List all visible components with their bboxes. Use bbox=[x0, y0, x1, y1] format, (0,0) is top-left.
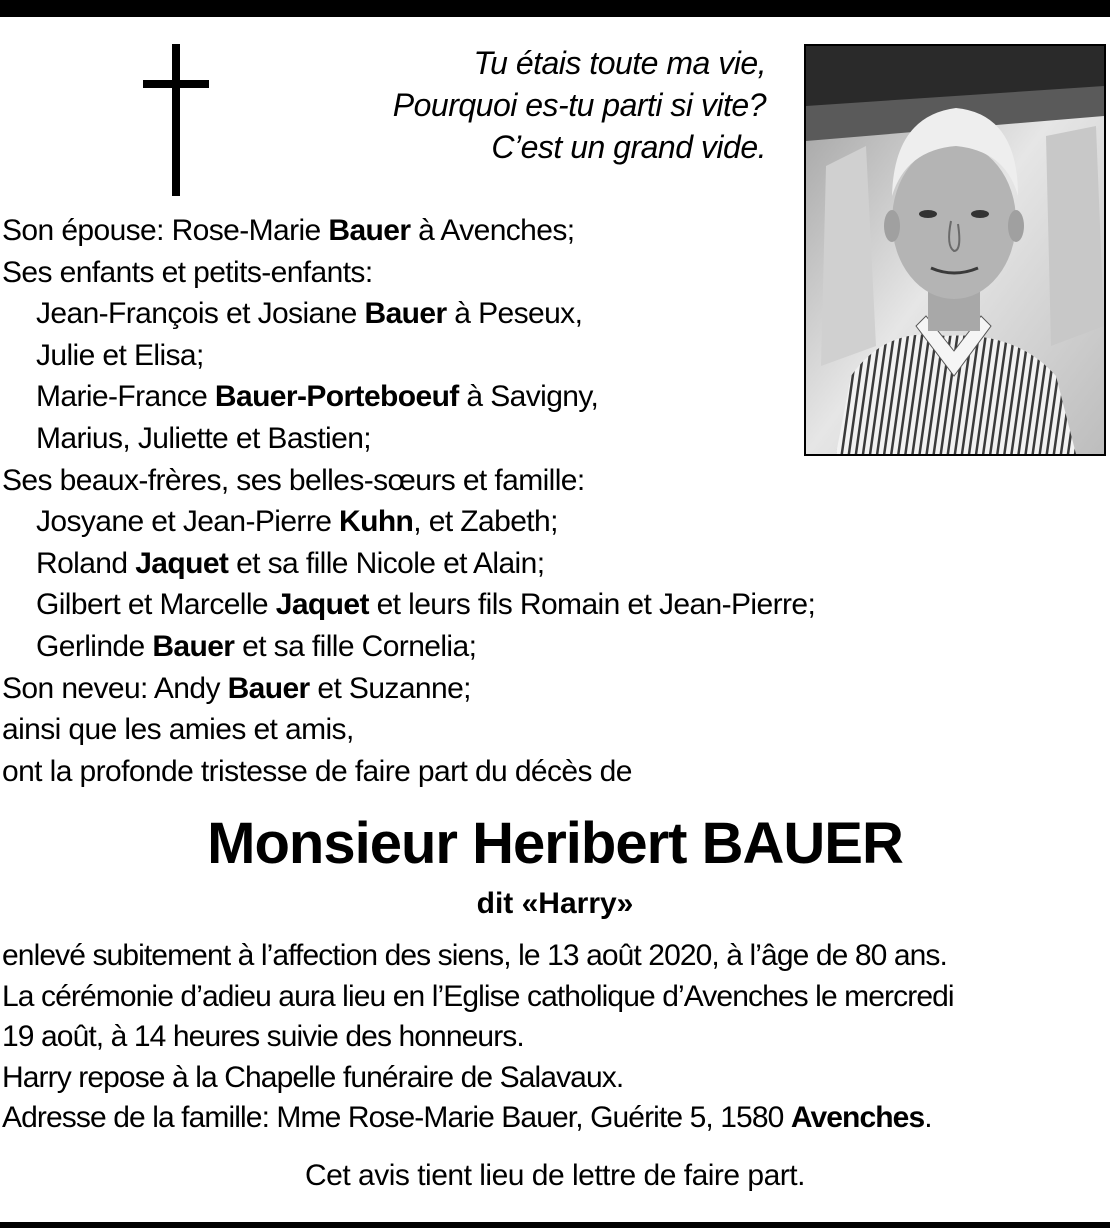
top-border bbox=[0, 0, 1110, 17]
family-line: Julie et Elisa; bbox=[36, 338, 204, 372]
family-line: ont la profonde tristesse de faire part du décès de bbox=[2, 754, 632, 788]
closing-note: Cet avis tient lieu de lettre de faire part. bbox=[305, 1159, 805, 1192]
family-line: Marie-France Bauer-Porteboeuf à Savigny, bbox=[36, 380, 599, 414]
poem-line: C’est un grand vide. bbox=[491, 129, 766, 165]
family-address: Adresse de la famille: Mme Rose-Marie Bauer, Guérite 5, 1580 Avenches. bbox=[2, 1101, 932, 1134]
family-line: Ses enfants et petits-enfants: bbox=[2, 255, 373, 289]
details-line: 19 août, à 14 heures suivie des honneurs. bbox=[2, 1020, 524, 1053]
poem-line: Pourquoi es-tu parti si vite? bbox=[392, 87, 766, 123]
deceased-nickname: dit «Harry» bbox=[476, 887, 634, 920]
deceased-name: Monsieur Heribert BAUER bbox=[207, 811, 903, 876]
poem-line: Tu étais toute ma vie, bbox=[473, 45, 766, 81]
family-line: Josyane et Jean-Pierre Kuhn, et Zabeth; bbox=[36, 505, 558, 539]
family-line: Jean-François et Josiane Bauer à Peseux, bbox=[36, 297, 583, 331]
family-line: Son épouse: Rose-Marie Bauer à Avenches; bbox=[2, 214, 575, 247]
bottom-border bbox=[0, 1222, 1110, 1228]
poem bbox=[286, 42, 766, 168]
funeral-details bbox=[2, 936, 1108, 1139]
details-line: enlevé subitement à l’affection des siens, le 13 août 2020, à l’âge de 80 ans. bbox=[2, 939, 947, 972]
family-line: Gerlinde Bauer et sa fille Cornelia; bbox=[36, 629, 477, 663]
details-line: Harry repose à la Chapelle funéraire de Salavaux. bbox=[2, 1060, 624, 1094]
family-line: Marius, Juliette et Bastien; bbox=[36, 421, 372, 455]
cross-icon bbox=[143, 44, 209, 196]
family-line: Son neveu: Andy Bauer et Suzanne; bbox=[2, 671, 471, 705]
family-list bbox=[2, 210, 962, 792]
details-line: La cérémonie d’adieu aura lieu en l’Eglise catholique d’Avenches le mercredi bbox=[2, 979, 954, 1013]
family-line: Gilbert et Marcelle Jaquet et leurs fils Romain et Jean-Pierre; bbox=[36, 588, 816, 622]
family-line: ainsi que les amies et amis, bbox=[2, 713, 354, 747]
family-line: Roland Jaquet et sa fille Nicole et Alain; bbox=[36, 546, 545, 580]
family-line: Ses beaux-frères, ses belles-sœurs et famille: bbox=[2, 463, 585, 497]
